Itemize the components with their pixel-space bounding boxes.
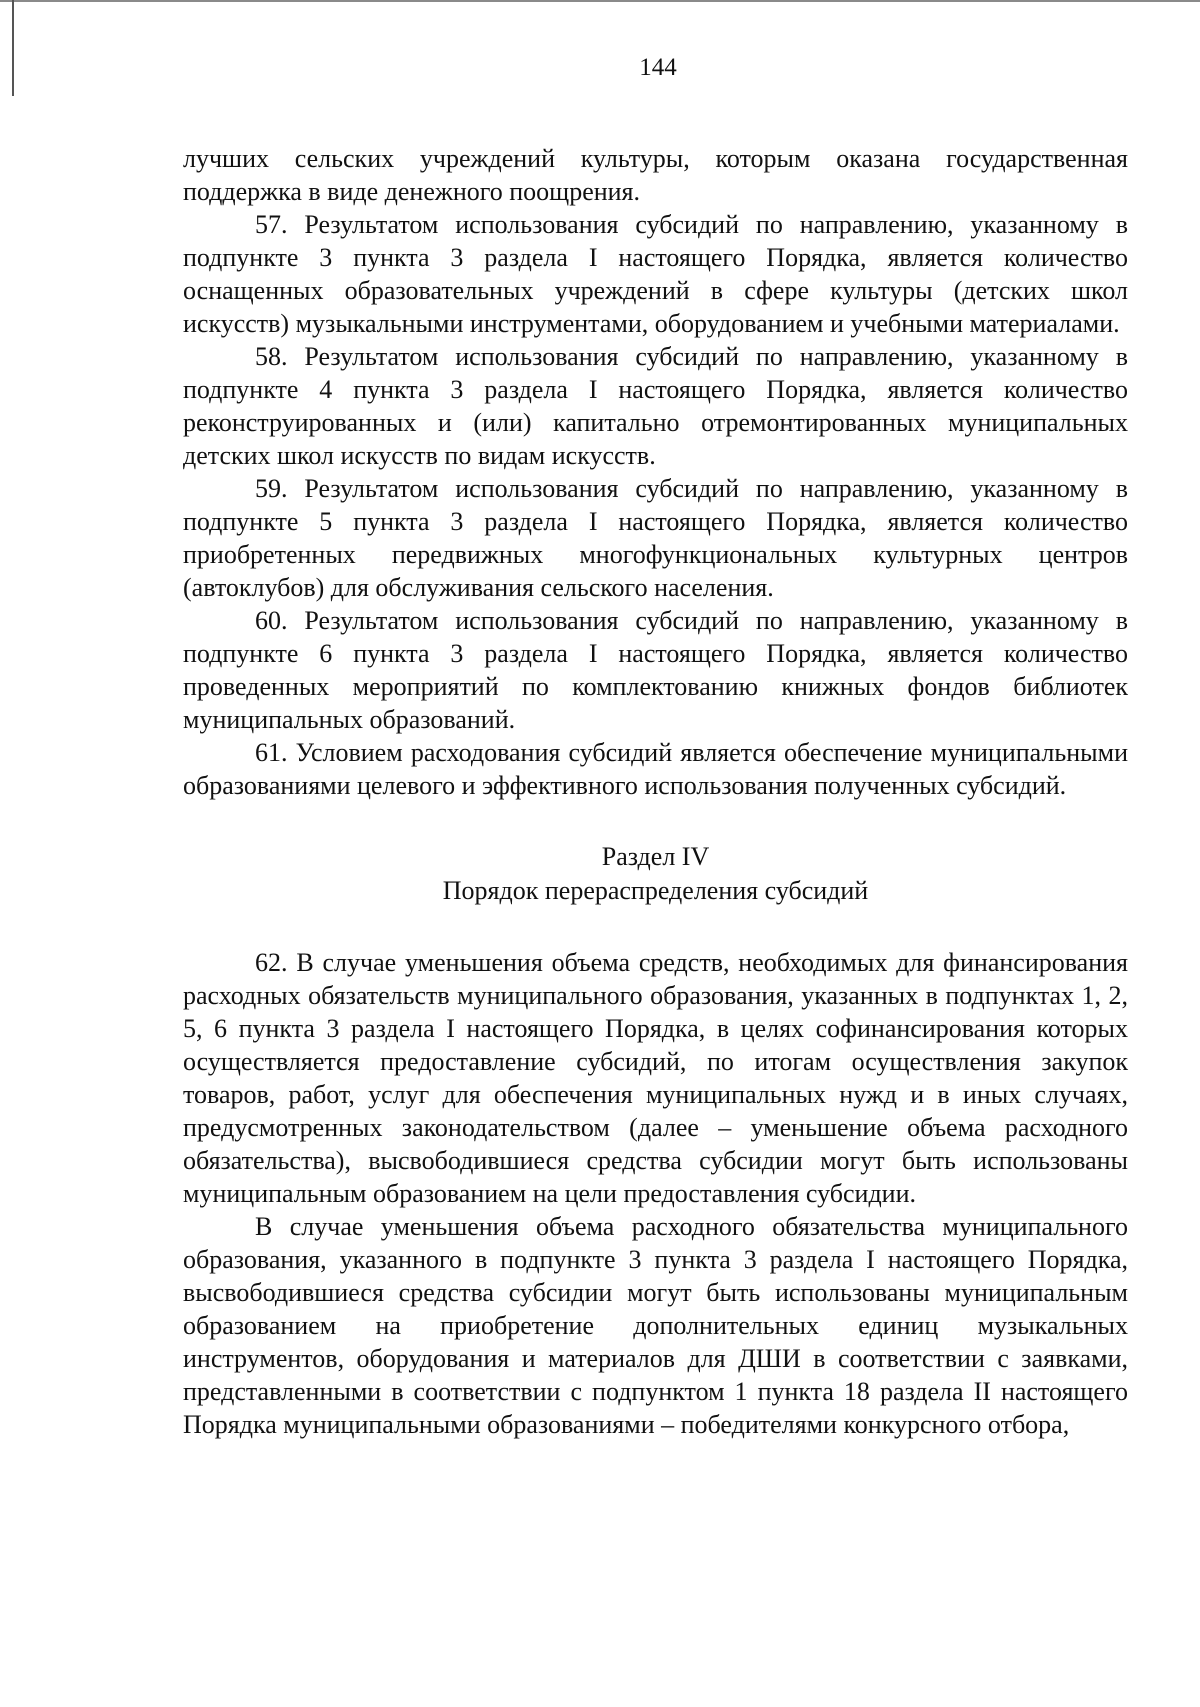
paragraph-62: 62. В случае уменьшения объема средств, необходимых для финансирования расходных обязательств муниципального образования, указанных в подпунктах 1, 2, 5, 6 пункта 3 раздела I настоящего Порядка, в целях софинансирования которых осуществляется предоставление субсидий, по итогам осуществления закупок товаров, работ, услуг для обеспечения муниципальных нужд и в иных случаях, предусмотренных законодательством (далее – уменьшение объема расходного обязательства), высвободившиеся средства субсидии могут быть использованы муниципальным образованием на цели предоставления субсидии. bbox=[183, 948, 1128, 1208]
paragraph-57: 57. Результатом использования субсидий по направлению, указанному в подпункте 3 пункта 3 раздела I настоящего Порядка, является количество оснащенных образовательных учреждений в сфере культуры (детских школ искусств) музыкальными инструментами, оборудованием и учебными материалами. bbox=[183, 210, 1128, 338]
section-title: Порядок перераспределения субсидий bbox=[442, 876, 869, 905]
document-body bbox=[183, 142, 1128, 1441]
paragraph-60: 60. Результатом использования субсидий по направлению, указанному в подпункте 6 пункта 3 раздела I настоящего Порядка, является количество проведенных мероприятий по комплектованию книжных фондов библиотек муниципальных образований. bbox=[183, 606, 1128, 734]
page-number: 144 bbox=[639, 54, 677, 81]
paragraph-58: 58. Результатом использования субсидий по направлению, указанному в подпункте 4 пункта 3 раздела I настоящего Порядка, является количество реконструированных и (или) капитально отремонтированных муниципальных детских школ искусств по видам искусств. bbox=[183, 342, 1128, 470]
section-label: Раздел IV bbox=[601, 842, 710, 871]
paragraph-continuation: лучших сельских учреждений культуры, которым оказана государственная поддержка в виде денежного поощрения. bbox=[183, 144, 1128, 206]
section-spacer-top bbox=[183, 802, 1128, 840]
paragraph-61: 61. Условием расходования субсидий является обеспечение муниципальными образованиями целевого и эффективного использования полученных субсидий. bbox=[183, 738, 1128, 800]
scan-edge-top bbox=[0, 0, 1200, 2]
paragraph-59: 59. Результатом использования субсидий по направлению, указанному в подпункте 5 пункта 3 раздела I настоящего Порядка, является количество приобретенных передвижных многофункциональных культурных центров (автоклубов) для обслуживания сельского населения. bbox=[183, 474, 1128, 602]
paragraph-62-continued: В случае уменьшения объема расходного обязательства муниципального образования, указанного в подпункте 3 пункта 3 раздела I настоящего Порядка, высвободившиеся средства субсидии могут быть использованы муниципальным образованием на приобретение дополнительных единиц музыкальных инструментов, оборудования и материалов для ДШИ в соответствии с заявками, представленными в соответствии с подпунктом 1 пункта 18 раздела II настоящего Порядка муниципальными образованиями – победителями конкурсного отбора, bbox=[183, 1212, 1128, 1439]
section-spacer-bottom bbox=[183, 908, 1128, 946]
